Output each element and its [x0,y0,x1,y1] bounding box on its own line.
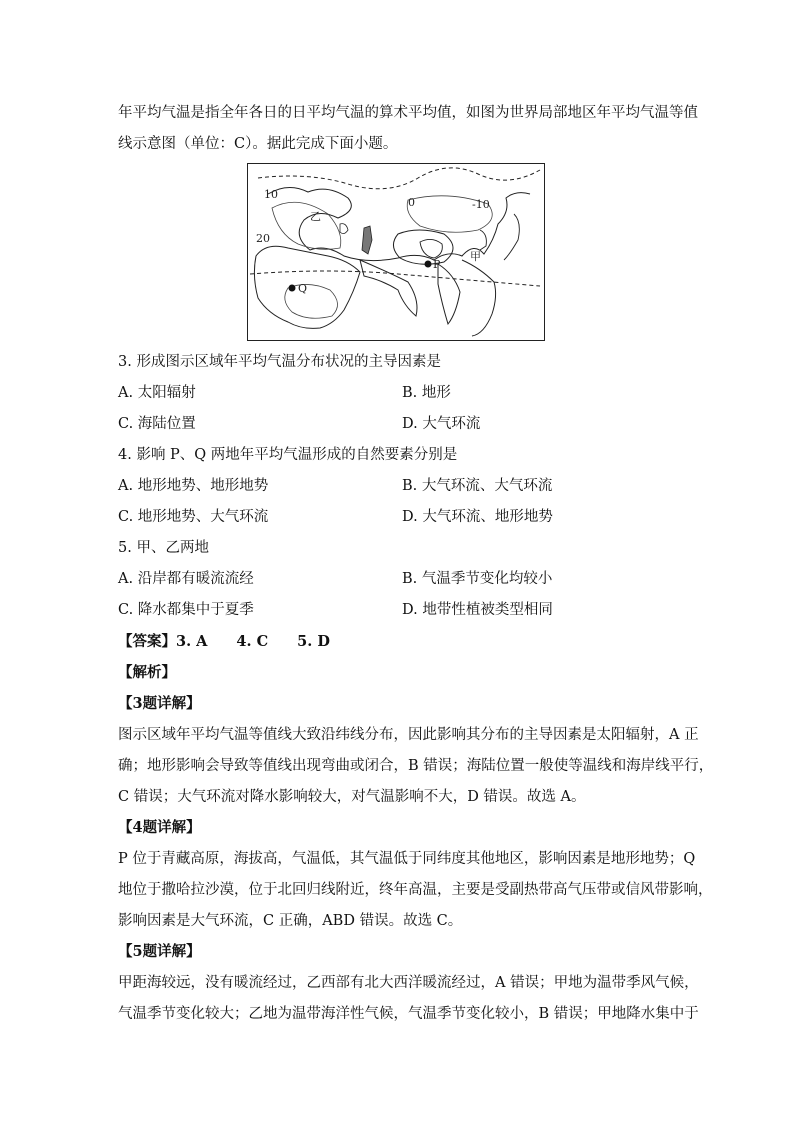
detail-4-line-2: 地位于撒哈拉沙漠，位于北回归线附近，终年高温，主要是受副热带高气压带或信风带影响， [118,882,713,898]
detail-4-line-3: 影响因素是大气环流，C 正确，ABD 错误。故选 C。 [118,913,463,929]
detail-4-line-1: P 位于青藏高原，海拔高，气温低，其气温低于同纬度其他地区，影响因素是地形地势；Q [118,851,696,867]
question-4-option-d: D. 大气环流、地形地势 [402,509,553,525]
question-3-option-b: B. 地形 [402,385,451,401]
detail-3-line-3: C 错误；大气环流对降水影响较大，对气温影响不大，D 错误。故选 A。 [118,789,586,805]
detail-5-line-1: 甲距海较远，没有暖流经过，乙西部有北大西洋暖流经过，A 错误；甲地为温带季风气候， [118,975,699,991]
isotherm-label-0: 0 [408,196,415,209]
point-label-p: P [433,258,441,271]
isotherm-label-10: 10 [264,188,278,201]
question-5-stem: 5. 甲、乙两地 [118,540,209,556]
question-4-option-c: C. 地形地势、大气环流 [118,509,269,525]
detail-3-heading: 【3题详解】 [118,695,201,712]
intro-line-2: 线示意图（单位：C）。据此完成下面小题。 [118,136,398,152]
isotherm-map-drawing [248,164,544,340]
isotherm-label-20: 20 [256,232,270,245]
point-label-q: Q [298,282,308,295]
detail-5-line-2: 气温季节变化较大；乙地为温带海洋性气候，气温季节变化较小，B 错误；甲地降水集中于 [118,1006,699,1022]
question-4-option-a: A. 地形地势、地形地势 [118,478,269,494]
question-4-option-b: B. 大气环流、大气环流 [402,478,553,494]
question-5-option-b: B. 气温季节变化均较小 [402,571,553,587]
place-label-yi: 乙 [310,210,321,223]
analysis-heading: 【解析】 [118,664,176,681]
detail-3-line-2: 确；地形影响会导致等值线出现弯曲或闭合，B 错误；海陆位置一般使等温线和海岸线平行， [118,758,714,774]
detail-4-heading: 【4题详解】 [118,819,201,836]
question-5-option-c: C. 降水都集中于夏季 [118,602,254,618]
question-3-option-a: A. 太阳辐射 [118,385,196,401]
detail-5-heading: 【5题详解】 [118,943,201,960]
detail-3-line-1: 图示区域年平均气温等值线大致沿纬线分布，因此影响其分布的主导因素是太阳辐射，A 正 [118,727,699,743]
question-3-option-c: C. 海陆位置 [118,416,196,432]
question-3-stem: 3. 形成图示区域年平均气温分布状况的主导因素是 [118,354,441,370]
question-3-option-d: D. 大气环流 [402,416,481,432]
isotherm-label-minus-10: -10 [472,198,490,211]
intro-line-1: 年平均气温是指全年各日的日平均气温的算术平均值，如图为世界局部地区年平均气温等值 [118,105,698,121]
answer-line: 【答案】3. A 4. C 5. D [118,633,330,650]
isotherm-map [247,163,545,341]
question-4-stem: 4. 影响 P、Q 两地年平均气温形成的自然要素分别是 [118,447,458,463]
question-5-option-a: A. 沿岸都有暖流流经 [118,571,254,587]
question-5-option-d: D. 地带性植被类型相同 [402,602,553,618]
place-label-jia: 甲 [470,250,481,263]
